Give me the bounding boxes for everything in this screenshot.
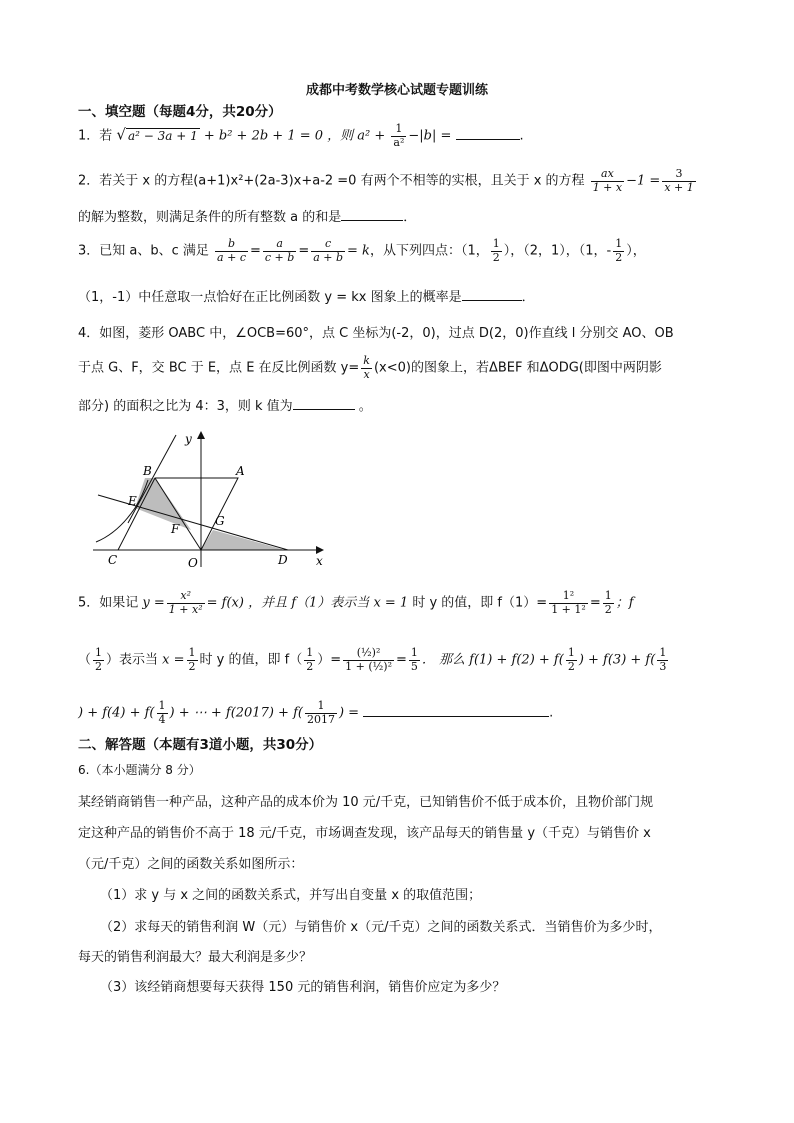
q5-eq-b: =	[395, 652, 407, 668]
q3-half-2	[613, 238, 624, 264]
q5-quarter	[157, 700, 168, 726]
question-5-line-1	[78, 590, 634, 616]
q5-half4-num: 1	[567, 646, 575, 659]
q5-frac-2017	[305, 700, 337, 726]
q2-end: ．	[403, 210, 417, 225]
q5-half3-num: 1	[306, 646, 314, 659]
label-g: G	[215, 514, 225, 528]
q5-f3-den: 2	[604, 602, 612, 616]
q5-text-e2: ）=	[317, 652, 342, 668]
q3-text-a: 3．已知 a、b、c 满足	[78, 243, 209, 259]
x-axis-arrow-icon	[316, 546, 324, 554]
q3-eq-1: =	[249, 243, 261, 259]
q6-paragraph-1: 某经销商销售一种产品，这种产品的成本价为 10 元/千克，已知销售价不低于成本价，且物价部门规	[78, 795, 654, 810]
q3-half-1	[491, 238, 502, 264]
q5-text-c: = f(x) ，并且 f（1）表示当	[206, 595, 370, 611]
q3-text-d: ），	[626, 243, 646, 259]
q4-text-a: 于点 G、F，交 BC 于 E，点 E 在反比例函数 y=	[78, 360, 360, 376]
q5-f1-den: 1 + x²	[168, 602, 203, 616]
line-l	[98, 495, 288, 550]
page-title: 成都中考数学核心试题专题训练	[305, 83, 488, 98]
question-4-line-3	[78, 395, 372, 414]
q5-eq-a: =	[589, 595, 601, 611]
q5-third-den: 3	[659, 659, 667, 673]
hyperbola-curve	[96, 480, 148, 542]
q5-x-eq: x =	[162, 652, 185, 668]
q2-fraction-1	[591, 168, 624, 194]
q4-frac-den: x	[363, 367, 370, 381]
q1-frac-num: 1	[391, 123, 406, 137]
q5-half2-den: 2	[188, 659, 196, 673]
q2-text-b: 的解为整数，则满足条件的所有整数 a 的和是	[78, 210, 342, 225]
q1-answer-blank[interactable]	[456, 127, 520, 140]
q1-text-b: + b² + 2b + 1 = 0 ，则 a² +	[199, 128, 390, 144]
q5-f3-num: 1	[604, 589, 612, 602]
q5-half-4	[566, 647, 577, 673]
q5-f4-den: 1 + (½)²	[345, 659, 392, 673]
q5-half1-num: 1	[95, 646, 103, 659]
q5-paren: （	[78, 652, 92, 668]
q5-f1-num: x²	[167, 590, 205, 604]
q4-text-c: 部分) 的面积之比为 4：3，则 k 值为	[78, 399, 293, 414]
q3-text-c: ），（2，1），（1，-	[503, 243, 612, 259]
q5-fraction-2	[549, 590, 588, 616]
q5-y: y =	[142, 595, 165, 611]
q2-fraction-2	[662, 168, 695, 194]
q3-text-line2: （1，-1）中任意取一点恰好在正比例函数 y = kx 图象上的概率是	[78, 290, 462, 305]
q3-f1-num: b	[215, 238, 248, 252]
q3-fraction-3	[311, 238, 345, 264]
q3-k: = k	[347, 243, 370, 259]
q5-text-b2: ）表示当	[106, 652, 159, 668]
q2-mid: −1 =	[626, 173, 661, 189]
q5-third-num: 1	[659, 646, 667, 659]
question-3-line-1	[78, 238, 646, 264]
q4-end: 。	[354, 399, 372, 414]
q4-frac-num: k	[363, 354, 370, 367]
q4-answer-blank[interactable]	[293, 397, 355, 410]
label-y: y	[185, 432, 192, 446]
q5-fraction-5	[409, 647, 420, 673]
q3-half1-den: 2	[492, 250, 500, 264]
q5-half4-den: 2	[567, 659, 575, 673]
q3-half2-num: 1	[615, 237, 623, 250]
q2-answer-blank[interactable]	[341, 208, 403, 221]
section-answer-heading: 二、解答题（本题有3道小题，共30分）	[78, 737, 323, 753]
q5-answer-blank[interactable]	[363, 704, 549, 717]
question-5-line-3	[78, 700, 553, 726]
q5-half-3	[304, 647, 315, 673]
y-axis-arrow-icon	[197, 431, 205, 439]
q5-f4-num: (½)²	[343, 647, 394, 661]
q3-eq-2: =	[298, 243, 310, 259]
q3-half2-den: 2	[615, 250, 623, 264]
label-x: x	[316, 554, 323, 568]
q5-2017-num: 1	[305, 700, 337, 714]
rhombus-geometry-figure	[88, 425, 328, 570]
q6-heading: 6.（本小题满分 8 分）	[78, 763, 201, 777]
label-b: B	[143, 464, 152, 478]
q3-f3-num: c	[311, 238, 345, 252]
q5-half2-num: 1	[188, 646, 196, 659]
q5-fraction-1	[167, 590, 205, 616]
q5-sum-d: ) + ⋯ + f(2017) + f(	[169, 705, 303, 721]
q6-subquestion-1: （1）求 y 与 x 之间的函数关系式，并写出自变量 x 的取值范围；	[100, 888, 482, 903]
q3-fraction-2	[263, 238, 296, 264]
q3-fraction-1	[215, 238, 248, 264]
q2-f2-den: x + 1	[664, 180, 694, 194]
q3-end: ．	[521, 290, 535, 305]
question-1	[78, 123, 524, 149]
q5-sum-b: ) + f(3) + f(	[578, 652, 656, 668]
q2-f1-den: 1 + x	[592, 180, 623, 194]
q5-quarter-den: 4	[158, 712, 166, 726]
q4-text-b: (x<0)的图象上，若ΔBEF 和ΔODG(即图中两阴影	[373, 360, 662, 376]
label-c: C	[108, 553, 118, 567]
q6-subquestion-3: （3）该经销商想要每天获得 150 元的销售利润，销售价应定为多少？	[100, 980, 506, 995]
q2-f1-num: ax	[591, 168, 624, 182]
label-e: E	[128, 494, 137, 508]
q6-paragraph-3: （元/千克）之间的函数关系如图所示：	[78, 857, 304, 872]
q5-half3-den: 2	[306, 659, 314, 673]
q6-subquestion-2: （2）求每天的销售利润 W（元）与销售价 x（元/千克）之间的函数关系式．当销售价为多少时，	[100, 920, 662, 935]
q1-frac-den: a²	[393, 135, 405, 149]
q3-f2-den: c + b	[264, 250, 295, 264]
q5-x-eq-1: x = 1	[373, 595, 409, 611]
question-2-line-1	[78, 168, 698, 194]
q5-third	[657, 647, 668, 673]
q5-f5-den: 5	[410, 659, 418, 673]
q6-paragraph-2: 定这种产品的销售价不高于 18 元/千克，市场调查发现，该产品每天的销售量 y（千克）与销售价 x	[78, 826, 651, 841]
q5-2017-den: 2017	[306, 712, 335, 726]
q2-f2-num: 3	[662, 168, 695, 182]
question-3-line-2	[78, 286, 535, 305]
q5-text-a: 5．如果记	[78, 595, 139, 611]
q2-text-a: 2．若关于 x 的方程(a+1)x²+(2a-3)x+a-2 =0 有两个不相等的实根，且关于 x 的方程	[78, 173, 585, 189]
q5-half-1	[93, 647, 104, 673]
q1-radicand: a² − 3a + 1	[127, 128, 198, 143]
label-o: O	[188, 556, 198, 570]
q1-text-a: 1．若	[78, 128, 117, 144]
q6-subquestion-2-cont: 每天的销售利润最大？最大利润是多少？	[78, 950, 313, 965]
q5-fraction-3	[603, 590, 614, 616]
q5-f5-num: 1	[410, 646, 418, 659]
q5-half-2	[187, 647, 198, 673]
q5-end: .	[549, 705, 554, 721]
q5-sum-a: ． 那么 f(1) + f(2) + f(	[421, 652, 564, 668]
shaded-triangle-bef	[135, 478, 191, 530]
sqrt-sign-icon: √	[116, 125, 126, 144]
q3-f1-den: a + c	[217, 250, 246, 264]
q5-eq-end: ) =	[338, 705, 360, 721]
question-5-line-2	[78, 647, 670, 673]
q5-text-e: 时 y 的值，即 f（1）=	[412, 595, 548, 611]
label-d: D	[278, 553, 288, 567]
q5-text-d2: 时 y 的值，即 f（	[199, 652, 303, 668]
q3-f3-den: a + b	[313, 250, 344, 264]
q5-f2-num: 1²	[549, 590, 588, 604]
q1-text-c: −|b| =	[408, 128, 456, 144]
question-2-line-2	[78, 206, 416, 225]
q5-fraction-4	[343, 647, 394, 673]
q5-sum-c: ) + f(4) + f(	[78, 705, 155, 721]
q3-text-b: ，从下列四点：（1，	[369, 243, 489, 259]
q3-half1-num: 1	[492, 237, 500, 250]
q3-answer-blank[interactable]	[462, 288, 522, 301]
shaded-triangle-odg	[201, 530, 285, 550]
section-fill-in-heading: 一、填空题（每题4分，共20分）	[78, 104, 282, 120]
q5-half1-den: 2	[95, 659, 103, 673]
q1-fraction	[391, 123, 406, 149]
question-4-line-1: 4．如图，菱形 OABC 中，∠OCB=60°，点 C 坐标为(-2，0)，过点 D(2，0)作直线 l 分别交 AO、OB	[78, 326, 674, 341]
q5-text-g: ；f	[615, 595, 634, 611]
question-4-line-2	[78, 355, 662, 381]
q1-end: .	[519, 128, 524, 144]
q5-f2-den: 1 + 1²	[551, 602, 586, 616]
q5-quarter-num: 1	[158, 699, 166, 712]
label-f: F	[171, 522, 180, 536]
q4-fraction	[361, 355, 372, 381]
label-a: A	[236, 464, 245, 478]
q3-f2-num: a	[263, 238, 296, 252]
